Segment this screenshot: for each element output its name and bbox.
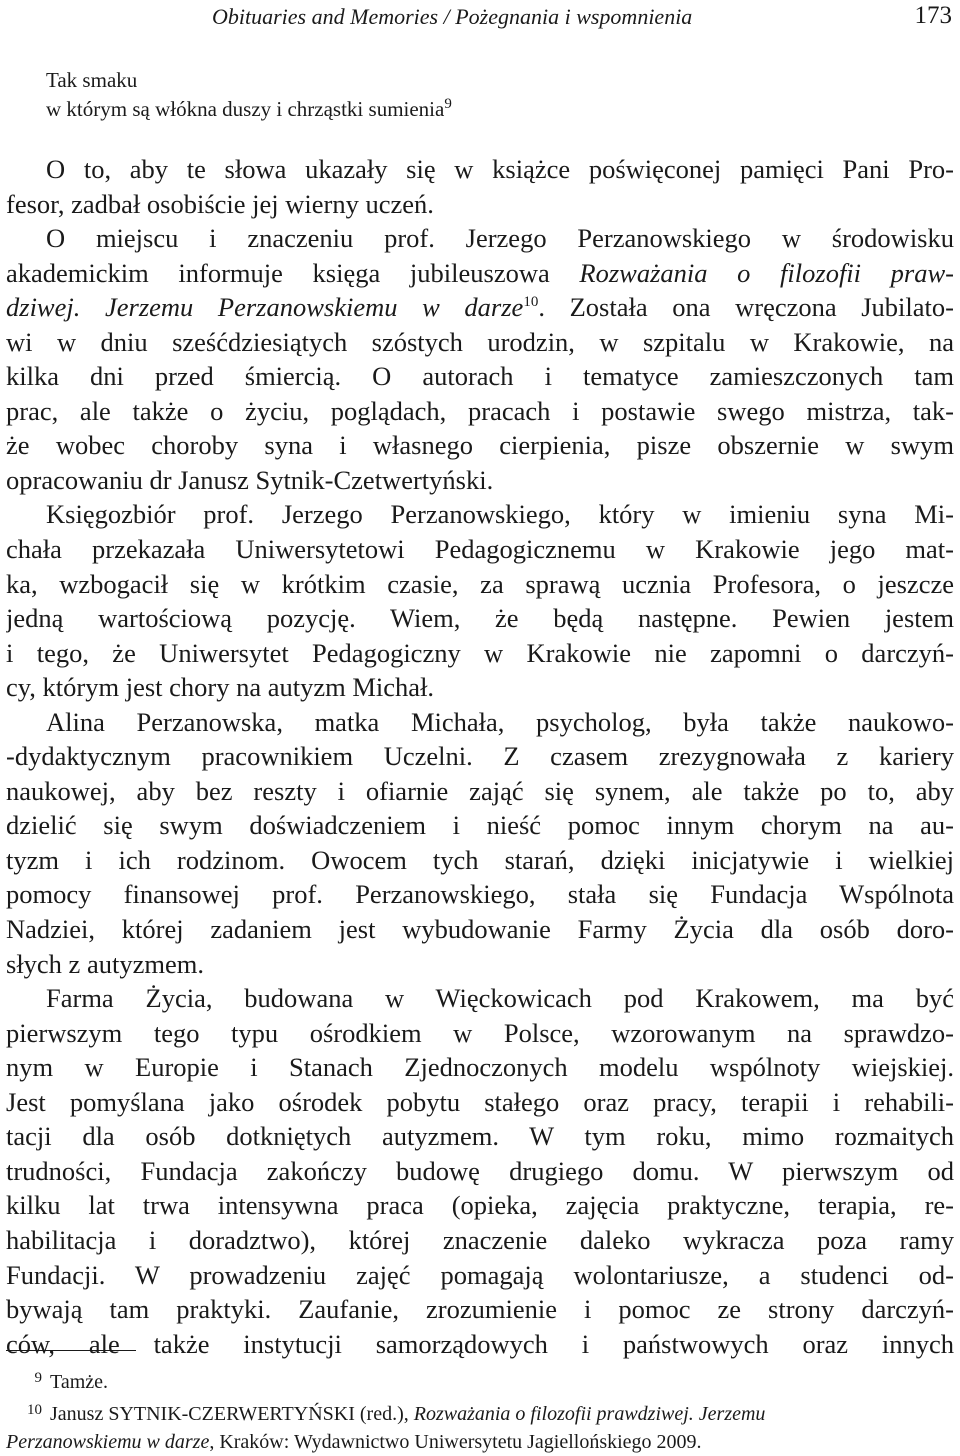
text-line: Farma Życia, budowana w Więckowicach pod Krakowem, ma być bbox=[46, 983, 954, 1014]
footnote-10 bbox=[6, 1396, 954, 1428]
text-line: jedną wartościową pozycję. Wiem, że będą następne. Pewien jestem bbox=[6, 603, 954, 634]
footnote-ref-9[interactable]: 9 bbox=[444, 96, 452, 112]
body-text bbox=[6, 152, 954, 1361]
footnote-text: Janusz SYTNIK-CZERWERTYŃSKI (red.), bbox=[50, 1403, 414, 1425]
text-line: Alina Perzanowska, matka Michała, psycholog, była także naukowo- bbox=[46, 706, 954, 737]
text-line: pierwszym tego typu ośrodkiem w Polsce, wzorowanym na sprawdzo- bbox=[6, 1017, 954, 1048]
footnote-text: , Kraków: Wydawnictwo Uniwersytetu Jagiellońskiego 2009. bbox=[209, 1431, 702, 1453]
text-line: habilitacja i doradztwo), której znaczenie daleko wykracza poza ramy bbox=[6, 1224, 954, 1255]
text-line: ców, ale także instytucji samorządowych i państwowych oraz innych bbox=[6, 1328, 954, 1359]
book-title-italic: Rozważania o filozofii praw- bbox=[579, 257, 954, 288]
text-line: prac, ale także o życiu, poglądach, pracach i postawie swego mistrza, tak- bbox=[6, 395, 954, 426]
text-line: tyzm i ich rodzinom. Owocem tych starań, dzięki inicjatywie i wielkiej bbox=[6, 844, 954, 875]
text-line: pomocy finansowej prof. Perzanowskiego, stała się Fundacja Wspólnota bbox=[6, 879, 954, 910]
text-line: wi w dniu sześćdziesiątych szóstych urodzin, w szpitalu w Krakowie, na bbox=[6, 326, 954, 357]
poem-line-text: w którym są włókna duszy i chrząstki sumienia bbox=[46, 97, 445, 121]
footnotes bbox=[6, 1364, 954, 1456]
text-line: nym w Europie i Stanach Zjednoczonych modelu wspólnoty wiejskiej. bbox=[6, 1052, 954, 1083]
text-fragment: akademickim informuje księga jubileuszowa bbox=[6, 257, 580, 288]
text-line: fesor, zadbał osobiście jej wierny uczeń. bbox=[6, 188, 434, 219]
page-number: 173 bbox=[914, 2, 952, 29]
poem-line-with-ref bbox=[46, 95, 452, 124]
text-line: że wobec choroby syna i własnego cierpienia, pisze obszernie w swym bbox=[6, 430, 954, 461]
text-line: bywają tam praktyki. Zaufanie, zrozumienie i pomoc ze strony darczyń- bbox=[6, 1294, 954, 1325]
text-line: kilka dni przed śmiercią. O autorach i tematyce zamieszczonych tam bbox=[6, 361, 954, 392]
footnote-ref-10[interactable]: 10 bbox=[523, 294, 539, 311]
text-line bbox=[6, 256, 954, 291]
text-line: chała przekazała Uniwersytetowi Pedagogicznemu w Krakowie jego mat- bbox=[6, 534, 954, 565]
text-line: O to, aby te słowa ukazały się w książce poświęconej pamięci Pani Pro- bbox=[46, 154, 954, 184]
text-line: opracowaniu dr Janusz Sytnik-Czetwertyński. bbox=[6, 464, 494, 495]
text-line: naukowej, aby bez reszty i ofiarnie zająć się synem, ale także po to, aby bbox=[6, 775, 954, 806]
poem-line: Tak smaku bbox=[46, 68, 138, 92]
text-line: trudności, Fundacja zakończy budowę drugiego domu. W pierwszym od bbox=[6, 1155, 954, 1186]
poem-quote bbox=[46, 66, 452, 124]
text-line: Jest pomyślana jako ośrodek pobytu stałego oraz pracy, terapii i rehabili- bbox=[6, 1086, 954, 1117]
text-line: słych z autyzmem. bbox=[6, 948, 204, 979]
book-title-italic: dziwej. Jerzemu Perzanowskiemu w darze bbox=[6, 292, 524, 323]
text-line: -dydaktycznym pracownikiem Uczelni. Z czasem zrezygnowała z kariery bbox=[6, 741, 954, 772]
text-line: cy, którym jest chory na autyzm Michał. bbox=[6, 672, 435, 703]
text-line: O miejscu i znaczeniu prof. Jerzego Perzanowskiego w środowisku bbox=[46, 223, 954, 254]
text-line: tacji dla osób dotkniętych autyzmem. W tym roku, mimo rozmaitych bbox=[6, 1121, 954, 1152]
text-line: i tego, że Uniwersytet Pedagogiczny w Krakowie nie zapomni o darczyń- bbox=[6, 637, 954, 668]
text-line bbox=[6, 290, 954, 325]
footnote-number: 10 bbox=[27, 1402, 42, 1418]
text-line: Fundacji. W prowadzeniu zajęć pomagają wolontariusze, a studenci od- bbox=[6, 1259, 954, 1290]
footnote-10-continuation bbox=[6, 1428, 954, 1456]
text-fragment: . Została ona wręczona Jubilato- bbox=[538, 292, 954, 323]
footnote-separator bbox=[6, 1350, 136, 1351]
text-line: Księgozbiór prof. Jerzego Perzanowskiego, który w imieniu syna Mi- bbox=[46, 499, 954, 530]
running-title: Obituaries and Memories / Pożegnania i wspomnienia bbox=[212, 4, 693, 29]
text-line: Nadziei, której zadaniem jest wybudowanie Farmy Życia dla osób doro- bbox=[6, 914, 954, 945]
text-line: dzielić się swym doświadczeniem i nieść pomoc innym chorym na au- bbox=[6, 810, 954, 841]
footnote-text: Tamże. bbox=[50, 1371, 109, 1393]
footnote-number: 9 bbox=[34, 1370, 42, 1386]
text-line: ka, wzbogacił się w krótkim czasie, za sprawą ucznia Profesora, o jeszcze bbox=[6, 568, 954, 599]
footnote-9 bbox=[6, 1364, 954, 1396]
text-line: kilku lat trwa intensywna praca (opieka, zajęcia praktyczne, terapia, re- bbox=[6, 1190, 954, 1221]
footnote-title-italic: Rozważania o filozofii prawdziwej. Jerzemu bbox=[413, 1403, 766, 1425]
footnote-title-italic: Perzanowskiemu w darze bbox=[6, 1431, 210, 1453]
